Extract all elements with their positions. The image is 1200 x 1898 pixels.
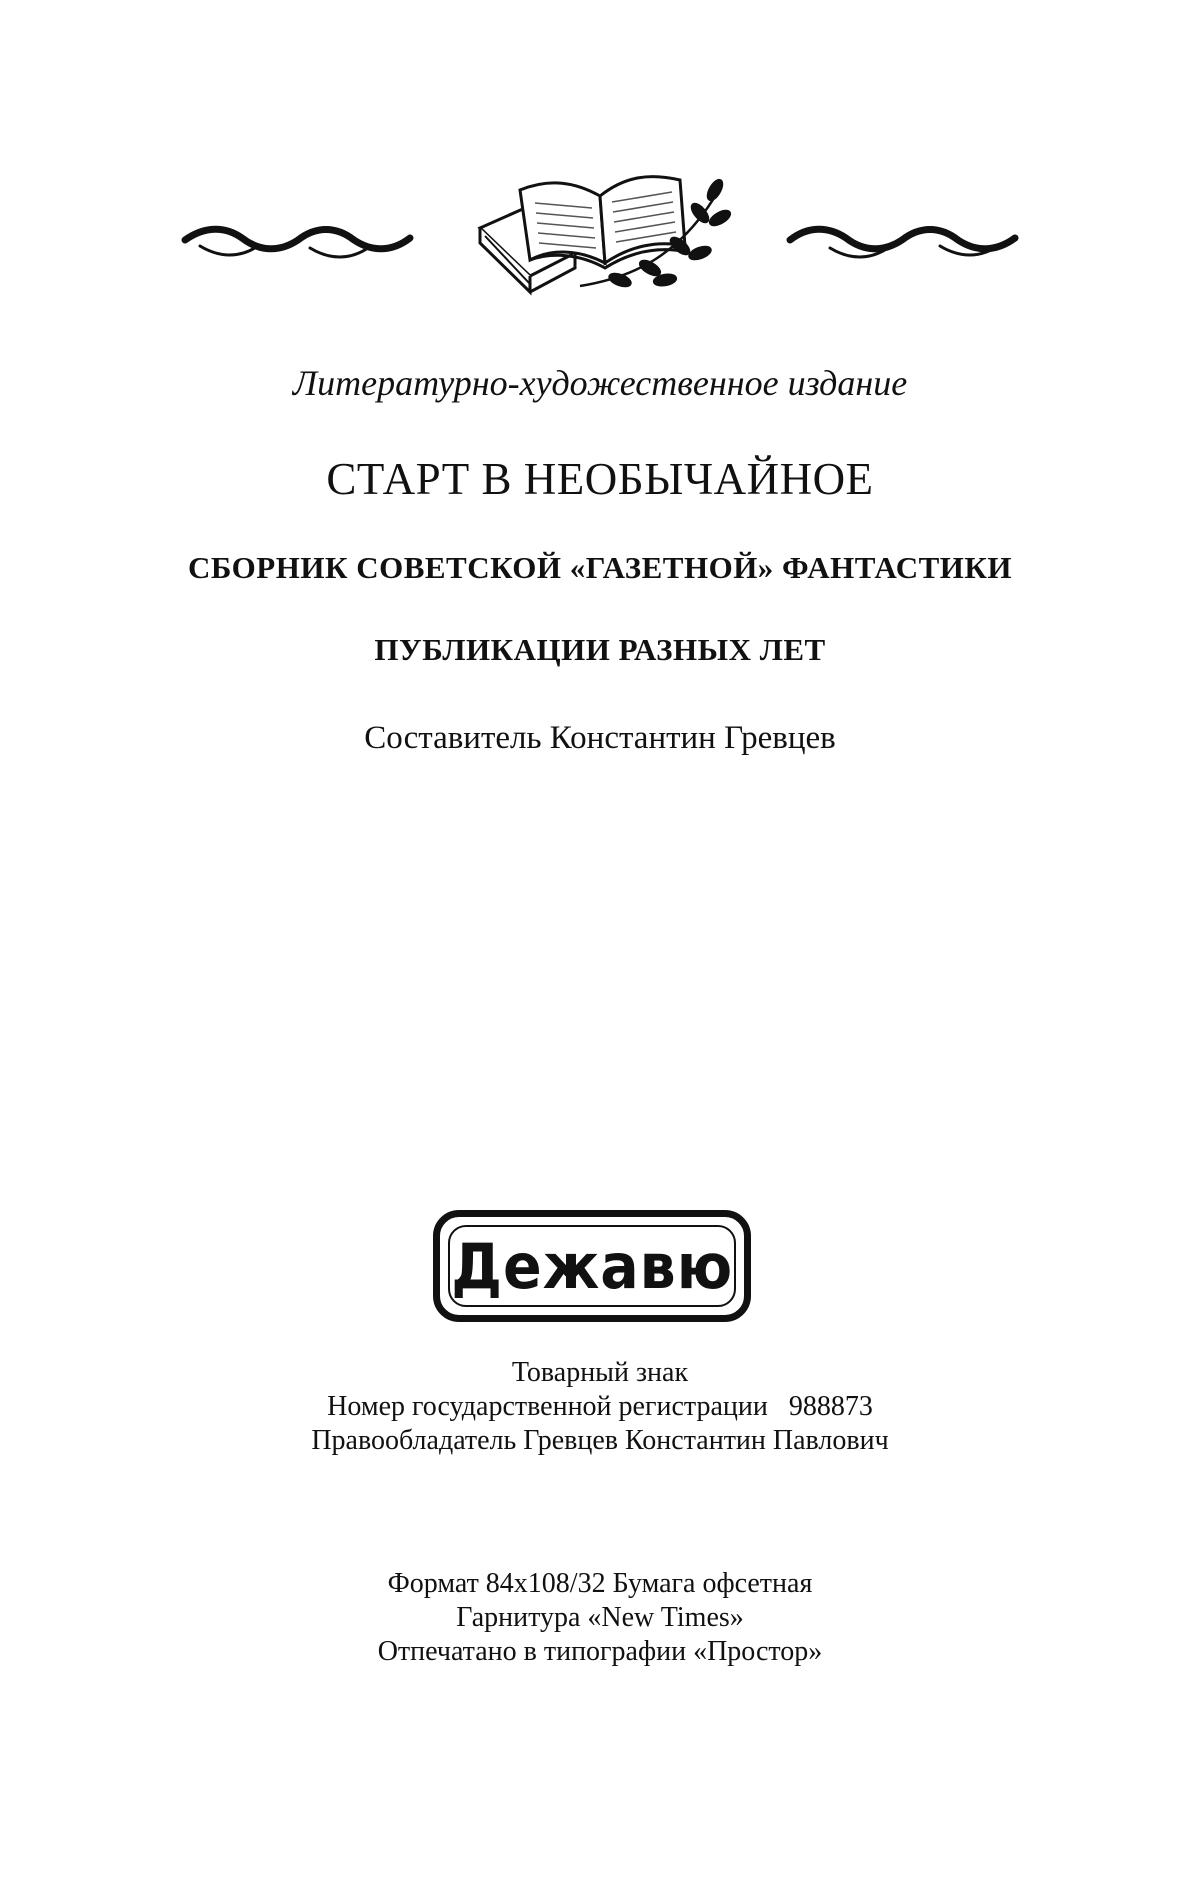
publisher-logo bbox=[433, 1210, 751, 1322]
typeface-line: Гарнитура «New Times» bbox=[456, 1602, 744, 1633]
book-title: СТАРТ В НЕОБЫЧАЙНОЕ bbox=[326, 454, 874, 504]
publications-note: ПУБЛИКАЦИИ РАЗНЫХ ЛЕТ bbox=[374, 632, 826, 667]
trademark-block bbox=[0, 1356, 1200, 1458]
publisher-logo-text: Дежавю bbox=[451, 1229, 733, 1303]
book-subtitle: СБОРНИК СОВЕТСКОЙ «ГАЗЕТНОЙ» ФАНТАСТИКИ bbox=[188, 550, 1012, 585]
edition-type: Литературно-художественное издание bbox=[292, 363, 908, 403]
printer-line: Отпечатано в типографии «Простор» bbox=[377, 1636, 823, 1667]
open-book-with-laurel-icon bbox=[180, 168, 1020, 318]
registration-number: Номер государственной регистрации 988873 bbox=[327, 1391, 873, 1422]
trademark-label: Товарный знак bbox=[511, 1357, 689, 1388]
format-line: Формат 84х108/32 Бумага офсетная bbox=[387, 1568, 813, 1599]
print-info-block bbox=[0, 1567, 1200, 1669]
compiler-credit: Составитель Константин Гревцев bbox=[364, 720, 836, 756]
rights-holder: Правообладатель Гревцев Константин Павлович bbox=[311, 1425, 889, 1456]
